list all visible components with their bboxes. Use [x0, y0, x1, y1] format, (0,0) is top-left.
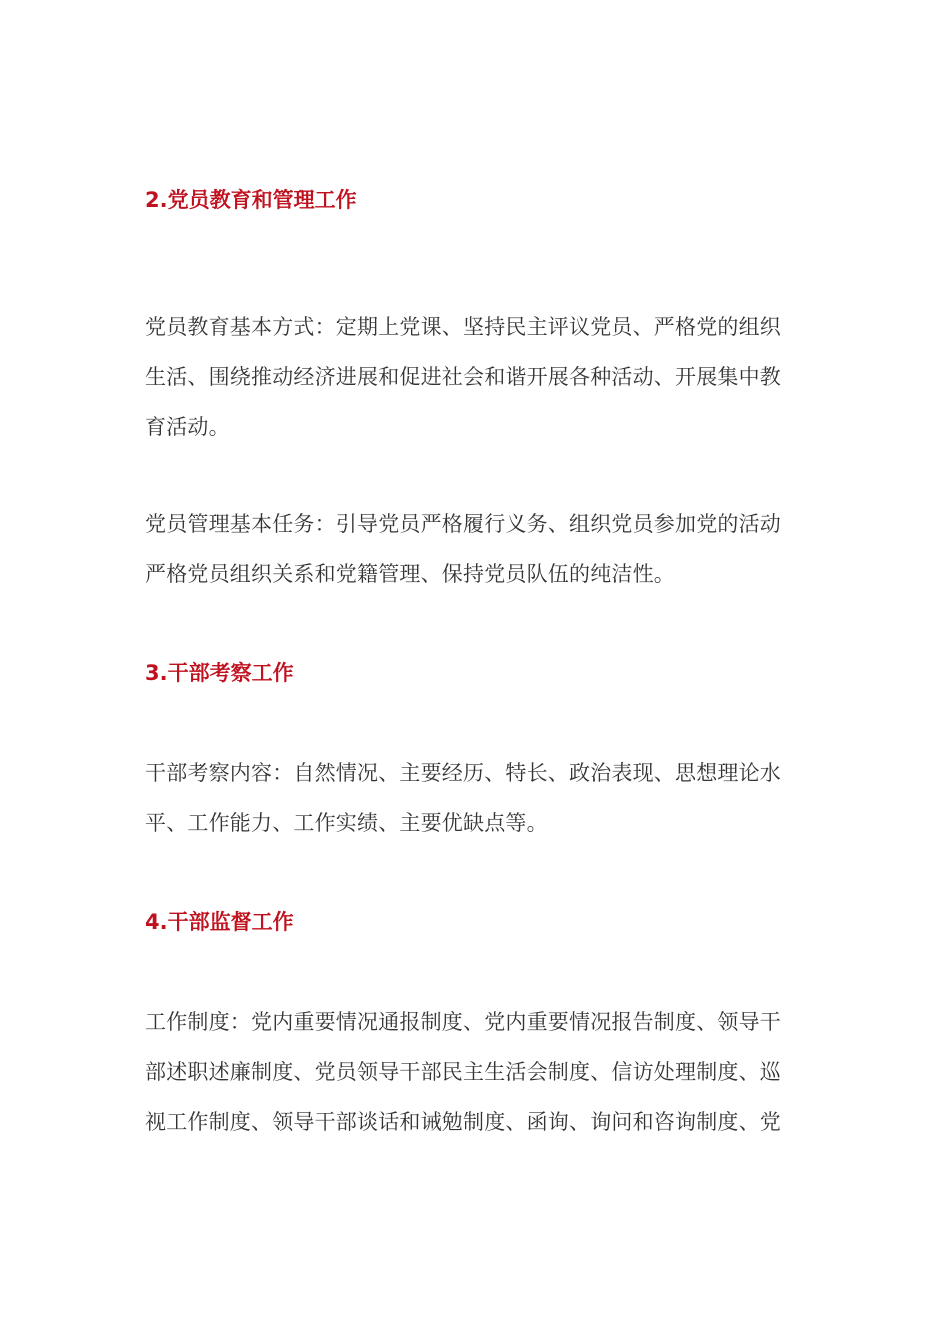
paragraph-line: 部述职述廉制度、党员领导干部民主生活会制度、信访处理制度、巡 — [145, 1060, 781, 1084]
paragraph-inspection-content — [145, 748, 815, 848]
paragraph-line: 生活、围绕推动经济进展和促进社会和谐开展各种活动、开展集中教 — [145, 365, 781, 389]
paragraph-management-tasks — [145, 499, 815, 599]
paragraph-work-systems — [145, 997, 815, 1147]
section-heading-party-member-education: 2.党员教育和管理工作 — [145, 188, 357, 212]
paragraph-line: 平、工作能力、工作实绩、主要优缺点等。 — [145, 811, 548, 835]
paragraph-line: 育活动。 — [145, 415, 230, 439]
paragraph-line: 党员管理基本任务：引导党员严格履行义务、组织党员参加党的活动 — [145, 512, 781, 536]
paragraph-line: 严格党员组织关系和党籍管理、保持党员队伍的纯洁性。 — [145, 562, 675, 586]
paragraph-line: 视工作制度、领导干部谈话和诫勉制度、函询、询问和咨询制度、党 — [145, 1110, 781, 1134]
paragraph-line: 工作制度：党内重要情况通报制度、党内重要情况报告制度、领导干 — [145, 1010, 781, 1034]
section-heading-cadre-inspection: 3.干部考察工作 — [145, 661, 294, 685]
section-heading-cadre-supervision: 4.干部监督工作 — [145, 910, 294, 934]
paragraph-education-methods — [145, 302, 815, 452]
paragraph-line: 干部考察内容：自然情况、主要经历、特长、政治表现、思想理论水 — [145, 761, 781, 785]
paragraph-line: 党员教育基本方式：定期上党课、坚持民主评议党员、严格党的组织 — [145, 315, 781, 339]
